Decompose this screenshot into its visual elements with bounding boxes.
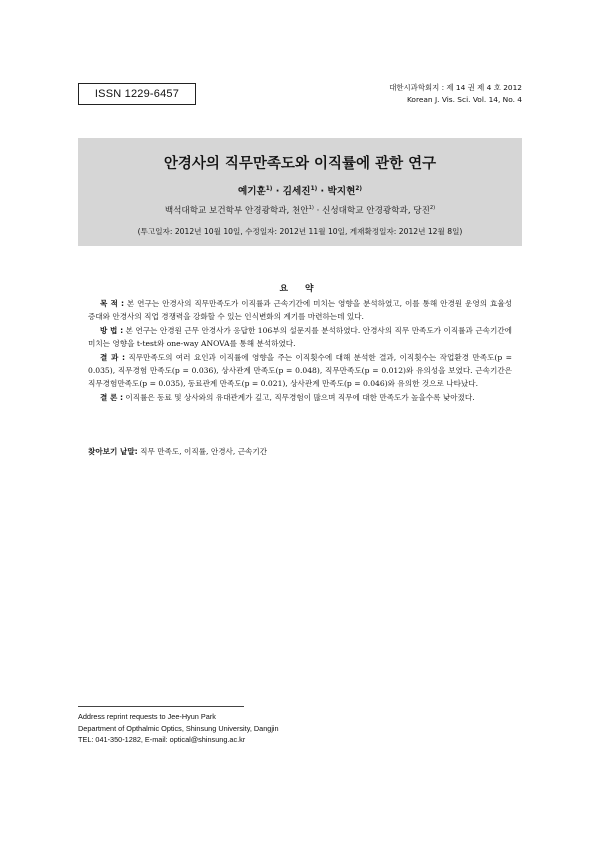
conclusion-text: 이직률은 동료 및 상사와의 유대관계가 깊고, 직무경험이 많으며 직무에 대한 만족도가 높을수록 낮아졌다. (123, 392, 475, 402)
author-name: 예기훈 (237, 186, 266, 197)
journal-korean: 대한시과학회지 : 제 14 권 제 4 호 2012 (389, 83, 522, 92)
abstract-body (88, 297, 512, 404)
author-name: 김세진 (282, 186, 311, 197)
abstract-result (88, 351, 512, 391)
journal-english: Korean J. Vis. Sci. Vol. 14, No. 4 (406, 95, 522, 104)
conclusion-label: 결 론 : (100, 392, 123, 402)
author-name: 박지현 (327, 186, 356, 197)
affiliations (78, 204, 522, 216)
affil-marker: 2) (429, 205, 436, 212)
method-label: 방 법 : (100, 325, 124, 335)
journal-info (389, 82, 522, 106)
submission-dates: (투고일자: 2012년 10월 10일, 수정일자: 2012년 11월 10일, 게재확정일자: 2012년 12월 8일) (137, 227, 463, 236)
affiliation-text: · 신성대학교 안경광학과, 당진 (313, 206, 430, 216)
keywords (88, 446, 512, 457)
abstract-heading: 요 약 (279, 284, 321, 294)
author-affil-marker: 1) (310, 185, 318, 192)
affiliation-text: 백석대학교 보건학부 안경광학과, 천안 (164, 206, 309, 216)
paper-title: 안경사의 직무만족도와 이직률에 관한 연구 (163, 156, 437, 172)
author-separator: · (317, 186, 328, 197)
abstract-method (88, 324, 512, 351)
keywords-label: 찾아보기 낱말: (88, 447, 138, 456)
footnote-line: Department of Opthalmic Optics, Shinsung University, Dangjin (78, 723, 279, 733)
title-block (78, 138, 522, 246)
footnote-divider (78, 706, 244, 707)
footnote (78, 711, 279, 746)
authors-line (78, 183, 522, 197)
author-separator: · (272, 186, 283, 197)
abstract-purpose (88, 297, 512, 324)
abstract-conclusion (88, 391, 512, 404)
result-label: 결 과 : (100, 352, 125, 362)
footnote-line: TEL: 041-350-1282, E-mail: optical@shinsung.ac.kr (78, 735, 246, 744)
result-text: 직무만족도의 여러 요인과 이직률에 영향을 주는 이직횟수에 대해 분석한 결과, 이직횟수는 작업환경 만족도(p = 0.035), 직무경험 만족도(p = 0.036), 상사관계 만족도(p = 0.048), 직무만족도(p = 0.012)와 유의성을 보였다. 근속기간은 직무경험만족도(p = 0.035), 동료관계 만족도(p = 0.021), 상사관계 만족도(p = 0.046)와 유의한 것으로 나타났다. (88, 352, 513, 389)
method-text: 본 연구는 안경원 근무 안경사가 응답한 106부의 설문지를 분석하였다. 안경사의 직무 만족도가 이직률과 근속기간에 미치는 영향을 t-test와 one-way ANOVA를 통해 분석하였다. (88, 325, 512, 349)
purpose-text: 본 연구는 안경사의 직무만족도가 이직률과 근속기간에 미치는 영향을 분석하였고, 이를 통해 안경원 운영의 효율성 증대와 안경사의 직업 경쟁력을 강화할 수 있는 인식변화의 계기를 마련하는데 있다. (88, 299, 512, 322)
footnote-line: Address reprint requests to Jee-Hyun Park (78, 712, 216, 721)
affil-marker: 1) (308, 205, 314, 212)
author-affil-marker: 1) (265, 185, 273, 192)
issn-box: ISSN 1229-6457 (78, 83, 196, 105)
author-affil-marker: 2) (355, 185, 362, 192)
purpose-label: 목 적 : (100, 299, 124, 308)
keywords-text: 직무 만족도, 이직률, 안경사, 근속기간 (137, 447, 268, 456)
